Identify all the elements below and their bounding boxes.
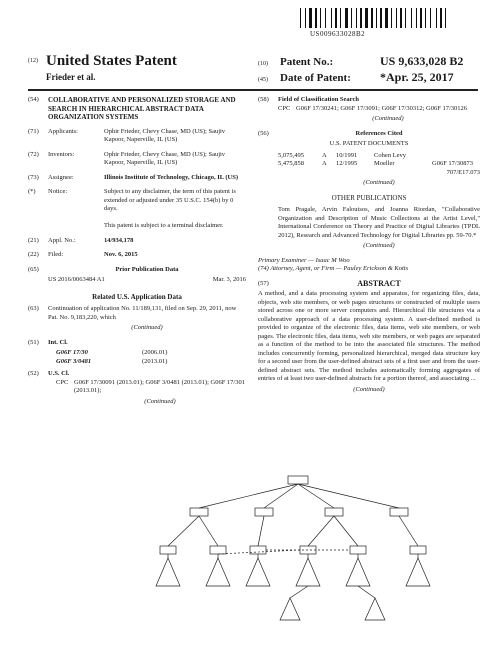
barcode-bar bbox=[391, 8, 392, 28]
inventors-code: (72) bbox=[28, 150, 39, 158]
barcode-bar bbox=[407, 8, 410, 28]
barcode-bar bbox=[335, 8, 337, 28]
ref-date: 10/1991 bbox=[336, 151, 358, 159]
barcode-bar bbox=[440, 8, 442, 28]
us-cl-text: G06F 17/30091 (2013.01); G06F 3/0481 (2013.01); G06F 17/301 (2013.01); bbox=[74, 378, 245, 394]
int-cl-key: Int. Cl. bbox=[48, 338, 68, 346]
field-search-text: G06F 17/30241; G06F 17/3091; G06F 17/30312; G06F 17/30126 bbox=[296, 104, 468, 112]
us-cl-body bbox=[74, 379, 246, 407]
appl-no-field bbox=[28, 237, 246, 246]
ref-number: 5,475,858 bbox=[278, 160, 304, 167]
barcode-bar bbox=[420, 8, 422, 28]
assignee-key: Assignee: bbox=[48, 173, 74, 181]
applicants-key: Applicants: bbox=[48, 127, 78, 135]
ref-kind: A bbox=[322, 160, 327, 167]
us-cl-key: U.S. Cl. bbox=[48, 370, 70, 377]
barcode-bar bbox=[307, 8, 308, 28]
patent-title: COLLABORATIVE AND PERSONALIZED STORAGE AND SEARCH IN HIERARCHICAL ABSTRACT DATA ORGANIZATION SYSTEMS bbox=[48, 96, 236, 121]
tree-node bbox=[350, 546, 366, 554]
barcode-bar bbox=[313, 8, 314, 28]
barcode-bar bbox=[425, 8, 426, 28]
barcode-bar bbox=[349, 8, 350, 28]
related-continued: (Continued) bbox=[131, 324, 163, 331]
us-cl-continued: (Continued) bbox=[144, 397, 176, 405]
abstract-continued: (Continued) bbox=[353, 385, 385, 393]
barcode-bar bbox=[383, 8, 384, 28]
field-search-continued: (Continued) bbox=[372, 115, 404, 122]
barcode-bar bbox=[393, 8, 395, 28]
ref-number: 5,075,495 bbox=[278, 151, 304, 159]
barcode-bar bbox=[327, 8, 330, 28]
barcode-bar bbox=[385, 8, 388, 28]
primary-examiner: Primary Examiner — Isaac M Woo bbox=[258, 256, 350, 264]
inventors-field bbox=[28, 151, 246, 168]
prior-pub-field bbox=[28, 266, 246, 275]
barcode-bar bbox=[427, 8, 429, 28]
reference-row bbox=[278, 152, 480, 161]
barcode-bar bbox=[331, 8, 332, 28]
filed-key: Filed: bbox=[48, 251, 64, 258]
barcode-bar bbox=[358, 8, 359, 28]
barcode-bar bbox=[360, 8, 362, 28]
country-code: (12) bbox=[28, 58, 38, 65]
title-code: (54) bbox=[28, 96, 39, 103]
patent-date-code: (45) bbox=[258, 77, 268, 83]
int-cl-date: (2006.01) bbox=[142, 349, 168, 356]
abstract-code: (57) bbox=[258, 279, 269, 287]
related-heading: Related U.S. Application Data bbox=[92, 292, 182, 301]
appl-no-value: 14/934,178 bbox=[104, 236, 134, 244]
inventor-short: Frieder et al. bbox=[46, 72, 96, 82]
ref-class: G06F 17/30873 bbox=[432, 160, 473, 167]
barcode-bar bbox=[376, 8, 377, 28]
us-cl-code: (52) bbox=[28, 370, 39, 377]
int-cl-code: (51) bbox=[28, 338, 39, 346]
patent-header-right bbox=[258, 54, 478, 86]
tree-node bbox=[410, 546, 426, 554]
other-pubs-text: Tom Pragale, Arvin Faloutsos, and Joanna Riordan, "Collaborative Organization and Description of Music Collections at the Artist Level," International Conference on Theory and Practice of Digital Libraries (TPDL 2012), Research and Advanced Technology for Digital Libraries pp. 59-70.* bbox=[278, 206, 480, 239]
left-column bbox=[28, 96, 246, 412]
barcode-bar bbox=[309, 8, 312, 28]
assignee-code: (73) bbox=[28, 173, 39, 181]
related-body bbox=[48, 305, 246, 333]
appl-no-key: Appl. No.: bbox=[48, 236, 76, 244]
right-column bbox=[258, 96, 480, 394]
tree-node bbox=[325, 508, 343, 516]
tree-node bbox=[288, 476, 308, 484]
int-cl-field bbox=[28, 339, 246, 348]
barcode-bar bbox=[302, 8, 304, 28]
references-continued: (Continued) bbox=[363, 179, 395, 186]
int-cl-code-value: G06F 3/0481 bbox=[56, 357, 92, 365]
barcode-bar bbox=[356, 8, 357, 28]
barcode-bar bbox=[436, 8, 437, 28]
patent-number-value: US 9,633,028 B2 bbox=[380, 54, 464, 68]
patent-date-row bbox=[258, 70, 478, 86]
filed-value: Nov. 6, 2015 bbox=[104, 251, 138, 258]
notice-text: Subject to any disclaimer, the term of this patent is extended or adjusted under 35 U.S.C. 154(b) by 0 days. bbox=[104, 188, 236, 212]
barcode-bar bbox=[305, 8, 306, 28]
assignee-text: Illinois Institute of Technology, Chicago, IL (US) bbox=[104, 173, 238, 181]
prior-pub-row bbox=[48, 276, 246, 285]
patent-number-code: (10) bbox=[258, 61, 268, 67]
us-patent-docs-heading: U.S. PATENT DOCUMENTS bbox=[329, 140, 409, 147]
barcode-bar bbox=[345, 8, 348, 28]
barcode-bar bbox=[423, 8, 424, 28]
tree-node bbox=[390, 508, 408, 516]
barcode bbox=[300, 8, 468, 28]
prior-pub-date: Mar. 3, 2016 bbox=[212, 276, 246, 283]
barcode-bar bbox=[338, 8, 339, 28]
barcode-bar bbox=[351, 8, 352, 28]
tree-node bbox=[160, 546, 176, 554]
ref-name: Cohen Levy bbox=[374, 151, 406, 159]
barcode-bar bbox=[320, 8, 321, 28]
barcode-bar bbox=[363, 8, 364, 28]
barcode-bar bbox=[418, 8, 419, 28]
us-cl-prefix: CPC bbox=[56, 378, 69, 386]
inventors-text: Ophir Frieder, Chevy Chase, MD (US); Saujiv Kapoor, Naperville, IL (US) bbox=[104, 150, 226, 166]
ref-date: 12/1995 bbox=[336, 160, 358, 167]
barcode-bar bbox=[340, 8, 341, 28]
barcode-bar bbox=[413, 8, 415, 28]
tree-node bbox=[255, 508, 273, 516]
barcode-bar bbox=[315, 8, 317, 28]
reference-row bbox=[278, 160, 480, 169]
field-search bbox=[258, 96, 480, 105]
barcode-bar bbox=[318, 8, 319, 28]
barcode-bar bbox=[380, 8, 382, 28]
barcode-bar bbox=[369, 8, 370, 28]
barcode-bar bbox=[445, 8, 446, 28]
barcode-bar bbox=[447, 8, 449, 28]
notice-key: Notice: bbox=[48, 188, 68, 195]
patent-date-label: Date of Patent: bbox=[280, 72, 351, 84]
field-search-body bbox=[296, 105, 480, 124]
int-cl-row bbox=[56, 358, 246, 367]
int-cl-row bbox=[56, 349, 246, 358]
us-cl-field bbox=[28, 370, 246, 379]
related-field bbox=[28, 305, 246, 333]
header-rule bbox=[28, 89, 478, 91]
barcode-bar bbox=[416, 8, 417, 28]
reference-list bbox=[278, 152, 480, 188]
patent-date-value: *Apr. 25, 2017 bbox=[380, 70, 454, 84]
barcode-bar bbox=[438, 8, 439, 28]
patent-number-row bbox=[258, 54, 478, 70]
applicants-code: (71) bbox=[28, 127, 39, 135]
barcode-bar bbox=[378, 8, 379, 28]
tree-node bbox=[190, 508, 208, 516]
barcode-bar bbox=[300, 8, 301, 28]
filed-code: (22) bbox=[28, 251, 39, 258]
country-title: United States Patent bbox=[46, 53, 177, 69]
notice-disclaimer: This patent is subject to a terminal disclaimer. bbox=[104, 222, 224, 229]
barcode-bar bbox=[430, 8, 431, 28]
other-pubs-heading: OTHER PUBLICATIONS bbox=[331, 193, 407, 202]
tree-diagram-figure bbox=[150, 468, 450, 638]
other-pubs-continued: (Continued) bbox=[363, 242, 395, 249]
barcode-bar bbox=[353, 8, 355, 28]
field-search-code: (58) bbox=[258, 96, 269, 103]
notice-code: (*) bbox=[28, 188, 36, 195]
filed-field bbox=[28, 251, 246, 260]
applicants-text: Ophir Frieder, Chevy Chase, MD (US); Saujiv Kapoor, Naperville, IL (US) bbox=[104, 127, 226, 143]
barcode-bar bbox=[443, 8, 444, 28]
barcode-bar bbox=[403, 8, 404, 28]
barcode-bar bbox=[371, 8, 373, 28]
barcode-bar bbox=[365, 8, 368, 28]
prior-pub-code: (65) bbox=[28, 265, 39, 273]
tree-node bbox=[250, 546, 266, 554]
barcode-bar bbox=[400, 8, 402, 28]
ref-kind: A bbox=[322, 151, 327, 159]
appl-no-code: (21) bbox=[28, 236, 39, 244]
reference-row bbox=[278, 169, 480, 178]
other-pubs bbox=[278, 206, 480, 251]
barcode-bar bbox=[405, 8, 406, 28]
barcode-bar bbox=[322, 8, 324, 28]
ref-class: 707/E17.073 bbox=[446, 168, 480, 176]
int-cl-date: (2013.01) bbox=[142, 357, 168, 365]
barcode-bar bbox=[374, 8, 375, 28]
field-search-cpc bbox=[278, 105, 480, 124]
field-search-heading: Field of Classification Search bbox=[278, 96, 359, 103]
int-cl-code-value: G06F 17/30 bbox=[56, 349, 88, 356]
field-search-prefix: CPC bbox=[278, 104, 291, 112]
notice-body bbox=[104, 188, 246, 231]
related-text: Continuation of application No. 11/189,131, filed on Sep. 29, 2011, now Pat. No. 9,183,220, which bbox=[48, 305, 237, 321]
barcode-bar bbox=[325, 8, 326, 28]
int-cl-rows bbox=[56, 349, 246, 366]
barcode-bar bbox=[398, 8, 399, 28]
tree-node bbox=[210, 546, 226, 554]
us-cl-cpc bbox=[56, 379, 246, 407]
barcode-bar bbox=[389, 8, 390, 28]
patent-header-left bbox=[28, 52, 177, 82]
barcode-bar bbox=[333, 8, 334, 28]
references-field bbox=[258, 130, 480, 139]
title-field bbox=[28, 96, 246, 122]
prior-pub-heading: Prior Publication Data bbox=[115, 265, 179, 273]
notice-field bbox=[28, 188, 246, 231]
prior-pub-number: US 2016/0063484 A1 bbox=[48, 276, 105, 283]
abstract-heading: ABSTRACT bbox=[357, 278, 401, 288]
ref-name: Moeller bbox=[374, 160, 395, 167]
barcode-bar bbox=[396, 8, 397, 28]
references-code: (56) bbox=[258, 129, 269, 137]
assignee-field bbox=[28, 174, 246, 183]
applicants-field bbox=[28, 128, 246, 145]
patent-number-label: Patent No.: bbox=[280, 56, 334, 68]
related-code: (63) bbox=[28, 305, 39, 312]
abstract-field bbox=[258, 280, 480, 289]
examiners bbox=[258, 257, 480, 274]
attorney-agent: (74) Attorney, Agent, or Firm — Pauley Erickson & Kotts bbox=[258, 265, 409, 272]
barcode-number: US009633028B2 bbox=[310, 30, 366, 38]
barcode-bar bbox=[411, 8, 412, 28]
barcode-bar bbox=[432, 8, 435, 28]
references-heading: References Cited bbox=[355, 129, 403, 137]
abstract-text: A method, and a data processing system and apparatus, for organizing files, data, objects, web site members, or web pages structures or constructed of multiple users stored across one or more server computers and. Hierarchical file structures via a collaborative approach of a data processing system. A user-defined method is provided to organize of the electronic files, data items, web site members, or web pages. The electronic files, data items, web site members, or web pages are separated as a function of the method to be into the associated file structures. The method includes concurrently forming, personalized hierarchical, merged data structure key for a second user from the user-defined abstract sets of a first user and from the user-defined abstract sets. The method includes automatically forming aggregates of entries of at least two user-defined abstracts for a portion thereof, and associating ... bbox=[258, 290, 480, 382]
inventors-key: Inventors: bbox=[48, 150, 75, 158]
barcode-bar bbox=[342, 8, 344, 28]
